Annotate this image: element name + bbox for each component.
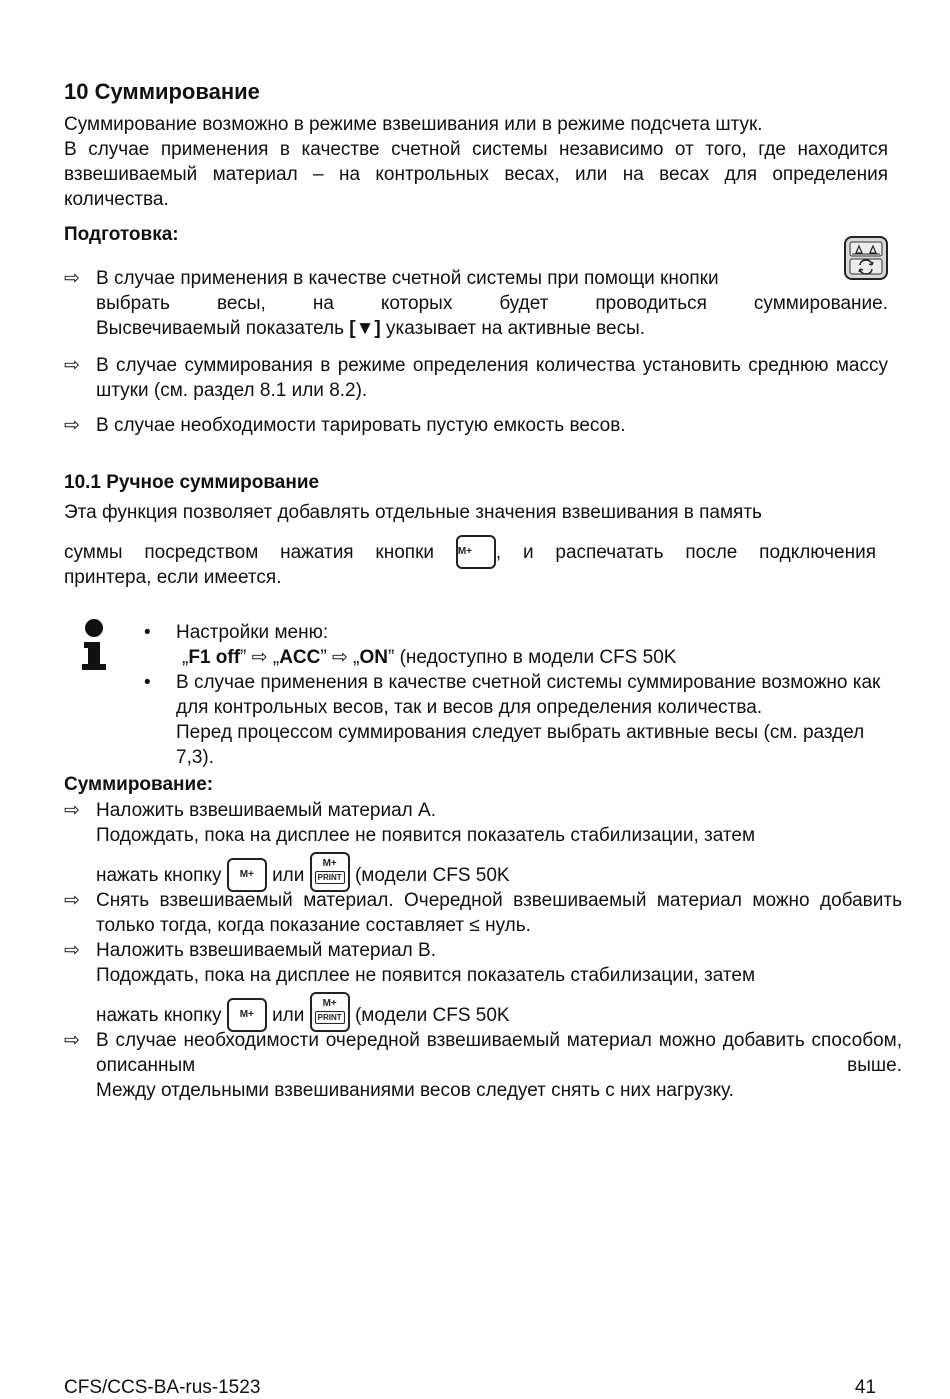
- section-10-title: 10 Суммирование: [64, 79, 260, 104]
- prep-item-1-text-b: выбрать весы, на которых будет проводиться суммирование.: [96, 293, 888, 314]
- info-bullet-1: • Настройки меню: „F1 off” ⇨ „ACC” ⇨ „ON” (недоступно в модели CFS 50K: [144, 620, 888, 670]
- arrow-icon: ⇨: [64, 940, 80, 961]
- bullet-icon: •: [144, 622, 151, 643]
- prep-item-2: ⇨ В случае суммирования в режиме определения количества установить среднюю массу штуки (см. раздел 8.1 или 8.2).: [64, 355, 888, 401]
- summing-step-4: ⇨ В случае необходимости очередной взвешиваемый материал можно добавить способом, описанным выше. Между отдельными взвешиваниями весов следует снять с них нагрузку.: [64, 1030, 902, 1101]
- summing-heading: Суммирование:: [64, 774, 214, 795]
- m-plus-print-key-icon: M+ PRINT: [310, 852, 350, 892]
- section-10-intro-2: В случае применения в качестве счетной системы независимо от того, где находится взвешиваемый материал – на контрольных весах, или на весах для определения количества.: [64, 139, 888, 210]
- section-10-1-title: 10.1 Ручное суммирование: [64, 472, 320, 493]
- prep-heading: Подготовка:: [64, 224, 179, 245]
- section-10-intro-1: Суммирование возможно в режиме взвешивания или в режиме подсчета штук.: [64, 114, 763, 135]
- m-plus-key-icon: M+: [227, 998, 267, 1032]
- info-block: [64, 620, 888, 770]
- info-list: [144, 620, 888, 770]
- bullet-icon: •: [144, 672, 151, 693]
- arrow-icon: ⇨: [64, 355, 80, 376]
- page-number: 41: [854, 1377, 876, 1398]
- prep-item-1-text-c: Высвечиваемый показатель: [96, 318, 344, 339]
- m-plus-key-icon: M+: [456, 535, 496, 569]
- arrow-icon: ⇨: [64, 800, 80, 821]
- section-10-1-text-d: принтера, если имеется.: [64, 567, 282, 588]
- m-plus-print-key-icon: M+ PRINT: [310, 992, 350, 1032]
- prep-item-1: [64, 266, 888, 341]
- active-scale-indicator: [▼]: [349, 318, 381, 339]
- prep-item-1-text-a: В случае применения в качестве счетной системы при помощи кнопки: [96, 268, 719, 289]
- arrow-icon: ⇨: [64, 415, 80, 436]
- summing-step-3: ⇨ Наложить взвешиваемый материал B. Подождать, пока на дисплее не появится показатель стабилизации, затем нажать кнопку M+ или M+ PRINT (модели CFS 50K: [64, 938, 902, 1028]
- arrow-icon: ⇨: [64, 268, 80, 289]
- info-bullet-2: • В случае применения в качестве счетной системы суммирование возможно как для контрольных весов, так и весов для определения количества. Перед процессом суммирования следует выбрать активные весы (см. раздел 7,3).: [144, 672, 881, 768]
- arrow-icon: ⇨: [64, 1030, 80, 1051]
- prep-item-3: ⇨ В случае необходимости тарировать пустую емкость весов.: [64, 415, 626, 436]
- info-icon: [80, 618, 126, 677]
- page-footer: [64, 1376, 876, 1399]
- document-id: CFS/CCS-BA-rus-1523: [64, 1377, 261, 1398]
- scale-switch-icon: [846, 238, 886, 278]
- summing-step-1: ⇨ Наложить взвешиваемый материал А. Подождать, пока на дисплее не появится показатель стабилизации, затем нажать кнопку M+ или M+ PRINT (модели CFS 50K: [64, 798, 902, 888]
- prep-item-1-text-d: указывает на активные весы.: [386, 318, 646, 339]
- menu-settings-path: „F1 off” ⇨ „ACC” ⇨ „ON” (недоступно в модели CFS 50K: [182, 647, 677, 668]
- m-plus-key-icon: M+: [227, 858, 267, 892]
- section-10-1-text-b-line: суммы посредством нажатия кнопки M+ , и распечатать после подключения: [64, 535, 876, 565]
- scale-switch-key-icon: [844, 236, 888, 280]
- document-page: [64, 78, 902, 1103]
- arrow-icon: ⇨: [64, 890, 80, 911]
- summing-step-2: ⇨ Снять взвешиваемый материал. Очередной взвешиваемый материал можно добавить только тогда, когда показание составляет ≤ нуль.: [64, 890, 902, 936]
- section-10-1-text-a: Эта функция позволяет добавлять отдельные значения взвешивания в память: [64, 502, 762, 523]
